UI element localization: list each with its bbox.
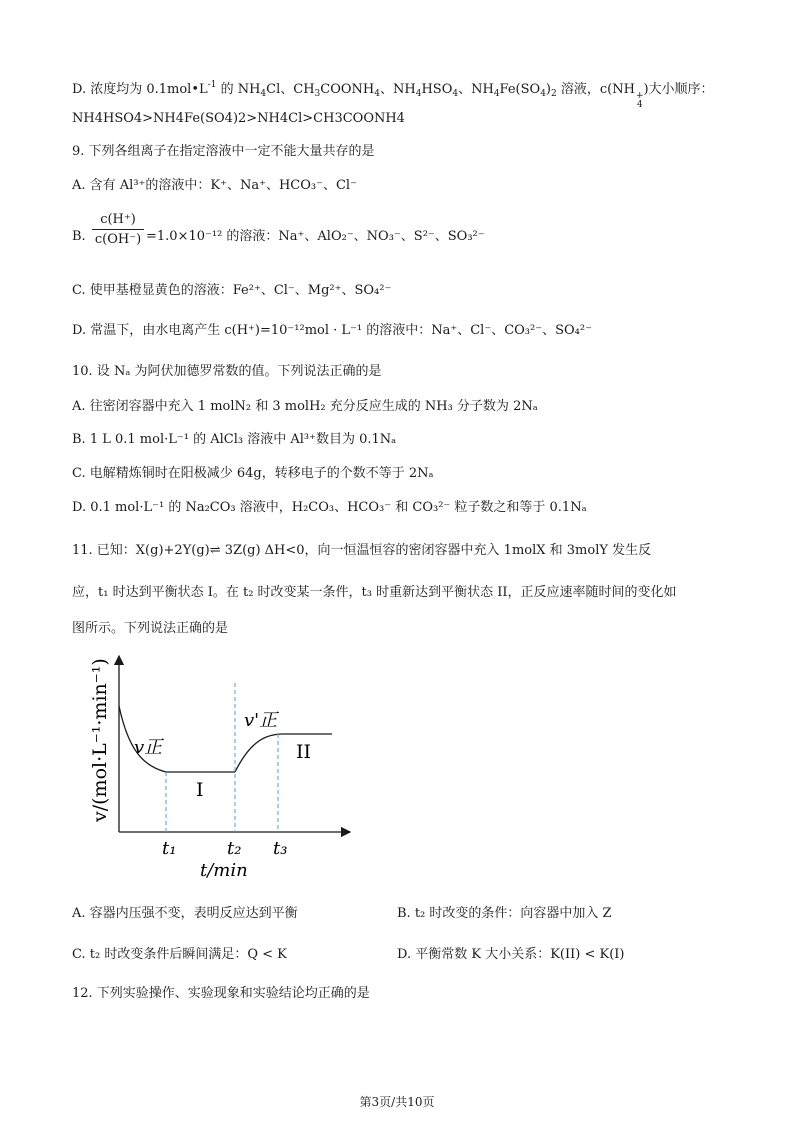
q9-option-b-fraction	[92, 212, 144, 247]
region-ii-label: II	[296, 741, 312, 763]
q9-option-c: C. 使甲基橙显黄色的溶液：Fe²⁺、Cl⁻、Mg²⁺、SO₄²⁻	[72, 283, 392, 298]
v-forward-prime-curve	[235, 734, 332, 772]
y-axis-label: v/(mol·L⁻¹·min⁻¹)	[89, 658, 111, 822]
q11-stem-line1: 11. 已知：X(g)+2Y(g)⇌ 3Z(g) ΔH<0，向一恒温恒容的密闭容器中充入 1molX 和 3molY 发生反	[72, 543, 652, 558]
page-footer: 第3页/共10页	[359, 1095, 435, 1109]
q8-option-d: D. 浓度均为 $0.1mol•L^{-1}$ 的 $NH_4Cl$、$CH_3COONH_4$、$NH_4HSO_4$、$NH_4Fe(SO_4)_2$ 溶液，c(NH + 4 )大小顺序：	[72, 80, 714, 110]
fraction-numerator: c(H⁺)	[92, 212, 144, 230]
q10-option-d: D. 0.1 mol·L⁻¹ 的 Na₂CO₃ 溶液中，H₂CO₃、HCO₃⁻ 和 CO₃²⁻ 粒子数之和等于 0.1Nₐ	[72, 500, 587, 515]
q9-option-b-text: =1.0×10⁻¹² 的溶液：Na⁺、AlO₂⁻、NO₃⁻、S²⁻、SO₃²⁻	[146, 229, 485, 244]
t2-label: t₂	[227, 838, 242, 859]
q9-option-a: A. 含有 Al³⁺的溶液中：K⁺、Na⁺、HCO₃⁻、Cl⁻	[72, 178, 357, 193]
region-i-label: I	[196, 779, 204, 801]
q8-option-d-order: NH4HSO4>NH4Fe(SO4)2>NH4Cl>CH3COONH4	[72, 111, 405, 126]
q10-option-a: A. 往密闭容器中充入 1 molN₂ 和 3 molH₂ 充分反应生成的 NH₃ 分子数为 2Nₐ	[72, 399, 538, 414]
q9-stem: 9. 下列各组离子在指定溶液中一定不能大量共存的是	[72, 144, 375, 159]
q11-stem-line3: 图所示。下列说法正确的是	[72, 621, 229, 636]
v-forward-prime-label: v'正	[244, 710, 278, 731]
q12-stem: 12. 下列实验操作、实验现象和实验结论均正确的是	[72, 986, 370, 1001]
q11-option-c: C. t₂ 时改变条件后瞬间满足：Q < K	[72, 947, 287, 962]
v-forward-label: v正	[134, 737, 163, 758]
q11-option-a: A. 容器内压强不变，表明反应达到平衡	[72, 906, 298, 921]
q10-stem: 10. 设 Nₐ 为阿伏加德罗常数的值。下列说法正确的是	[72, 364, 382, 379]
q10-option-c: C. 电解精炼铜时在阳极减少 64g，转移电子的个数不等于 2Nₐ	[72, 466, 434, 481]
x-axis-label: t/min	[200, 860, 248, 881]
fraction-denominator: c(OH⁻)	[94, 232, 142, 247]
q9-option-b-label: B.	[72, 229, 86, 244]
t1-label: t₁	[162, 838, 177, 859]
rate-time-figure	[80, 650, 380, 885]
t3-label: t₃	[273, 838, 288, 859]
q11-stem-line2: 应，t₁ 时达到平衡状态 I。在 t₂ 时改变某一条件，t₃ 时重新达到平衡状态 II，正反应速率随时间的变化如	[72, 585, 677, 600]
q11-option-b: B. t₂ 时改变的条件：向容器中加入 Z	[397, 906, 612, 921]
q10-option-b: B. 1 L 0.1 mol·L⁻¹ 的 AlCl₃ 溶液中 Al³⁺数目为 0.1Nₐ	[72, 432, 397, 447]
q9-option-d: D. 常温下，由水电离产生 c(H⁺)=10⁻¹²mol · L⁻¹ 的溶液中：Na⁺、Cl⁻、CO₃²⁻、SO₄²⁻	[72, 323, 592, 338]
q11-option-d: D. 平衡常数 K 大小关系：K(II) < K(I)	[397, 947, 625, 962]
